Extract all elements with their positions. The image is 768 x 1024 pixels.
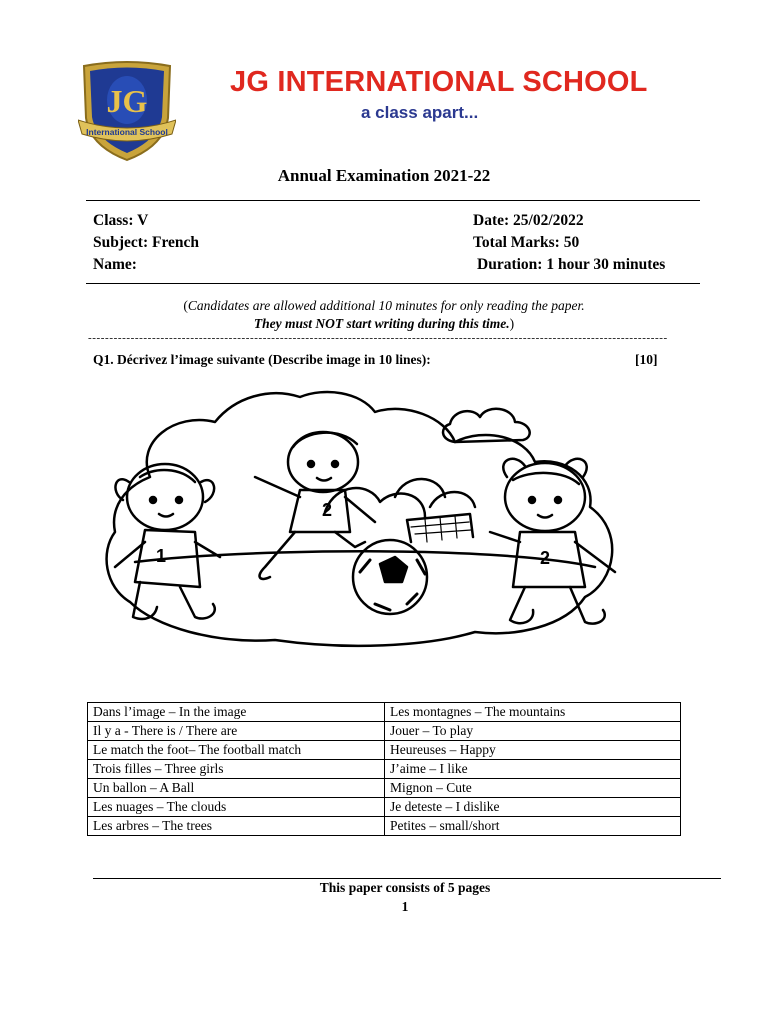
total-marks-label: Total Marks: 50 — [473, 234, 580, 251]
info-divider — [86, 283, 700, 284]
instruction-line-1: (Candidates are allowed additional 10 minutes for only reading the paper. — [183, 298, 585, 313]
table-cell: Les montagnes – The mountains — [385, 703, 681, 722]
school-logo — [78, 60, 176, 166]
table-cell: Le match the foot– The football match — [88, 741, 385, 760]
page-number: 1 — [401, 899, 409, 914]
table-cell: Jouer – To play — [385, 722, 681, 741]
school-tagline: a class apart... — [361, 103, 479, 122]
footer-divider — [93, 878, 721, 879]
table-cell: J’aime – I like — [385, 760, 681, 779]
table-row — [88, 722, 681, 741]
table-cell: Petites – small/short — [385, 817, 681, 836]
table-row — [88, 703, 681, 722]
school-name: JG INTERNATIONAL SCHOOL — [230, 66, 648, 98]
table-cell: Les arbres – The trees — [88, 817, 385, 836]
table-cell: Mignon – Cute — [385, 779, 681, 798]
table-row — [88, 817, 681, 836]
table-cell: Les nuages – The clouds — [88, 798, 385, 817]
table-row — [88, 798, 681, 817]
table-cell: Dans l’image – In the image — [88, 703, 385, 722]
table-row — [88, 779, 681, 798]
table-cell: Il y a - There is / There are — [88, 722, 385, 741]
jersey-number-left: 1 — [155, 546, 167, 566]
duration-label: Duration: 1 hour 30 minutes — [477, 256, 666, 273]
table-row — [88, 741, 681, 760]
exam-title: Annual Examination 2021-22 — [277, 166, 491, 185]
vocabulary-table — [87, 702, 681, 836]
instruction-line-2: They must NOT start writing during this time.) — [253, 316, 515, 331]
jersey-number-center: 2 — [321, 500, 333, 520]
page-count-note: This paper consists of 5 pages — [319, 880, 491, 895]
table-row — [88, 760, 681, 779]
question-1-marks: [10] — [635, 352, 658, 367]
logo-monogram: JG — [106, 83, 148, 119]
logo-ribbon-text: International School — [86, 127, 168, 137]
dashed-separator: ---------------------------------------------------------------------------------------------------------------------------------------- — [88, 332, 668, 344]
subject-label: Subject: French — [93, 234, 200, 251]
table-cell: Un ballon – A Ball — [88, 779, 385, 798]
question-1-text: Q1. Décrivez l’image suivante (Describe image in 10 lines): — [93, 352, 431, 367]
football-illustration — [95, 382, 640, 657]
table-cell: Je deteste – I dislike — [385, 798, 681, 817]
class-label: Class: V — [93, 212, 149, 229]
name-label: Name: — [93, 256, 137, 273]
top-divider — [86, 200, 700, 201]
jersey-number-right: 2 — [539, 548, 551, 568]
table-cell: Trois filles – Three girls — [88, 760, 385, 779]
date-label: Date: 25/02/2022 — [473, 212, 584, 229]
table-cell: Heureuses – Happy — [385, 741, 681, 760]
